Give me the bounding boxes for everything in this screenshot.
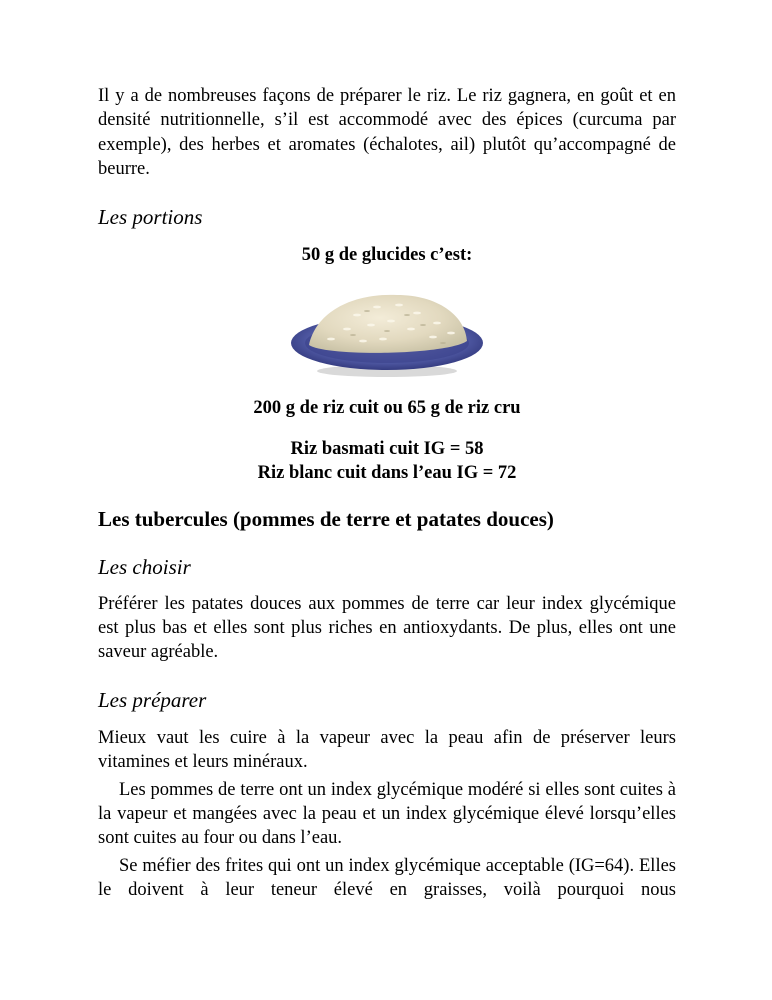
rice-plate-icon — [287, 285, 487, 381]
portions-equivalent: 200 g de riz cuit ou 65 g de riz cru — [253, 397, 521, 418]
prepare-paragraph-1: Mieux vaut les cuire à la vapeur avec la peau afin de préserver leurs vitamines et leurs minéraux. — [98, 727, 676, 773]
gi-line-white-rice: Riz blanc cuit dans l’eau IG = 72 — [257, 462, 517, 483]
portions-heading: Les portions — [98, 204, 203, 229]
intro-paragraph: Il y a de nombreuses façons de préparer le riz. Le riz gagnera, en goût et en densité nutritionnelle, s’il est accommodé avec des épices (curcuma par exemple), des herbes et aromates (échalotes, ail) plutôt qu’accompagné de beurre. — [98, 86, 676, 180]
prepare-paragraph-2: Les pommes de terre ont un index glycémique modéré si elles sont cuites à la vapeur et mangées avec la peau et un index glycémique élevé lorsqu’elles sont cuites au four ou dans l’eau. — [98, 779, 676, 849]
gi-line-basmati: Riz basmati cuit IG = 58 — [290, 438, 484, 459]
choose-heading: Les choisir — [98, 554, 191, 579]
rice-plate-figure — [98, 285, 676, 381]
prepare-heading: Les préparer — [98, 687, 207, 712]
portions-label: 50 g de glucides c’est: — [301, 244, 473, 265]
tubercules-heading: Les tubercules (pommes de terre et patates douces) — [98, 506, 554, 531]
page-content — [98, 84, 676, 903]
choose-paragraph: Préférer les patates douces aux pommes de terre car leur index glycémique est plus bas et elles sont plus riches en antioxydants. De plus, elles ont une saveur agréable. — [98, 593, 676, 663]
prepare-paragraph-3: Se méfier des frites qui ont un index glycémique acceptable (IG=64). Elles le doivent à leur teneur élevé en graisses, voilà pourquoi nous — [98, 855, 676, 901]
